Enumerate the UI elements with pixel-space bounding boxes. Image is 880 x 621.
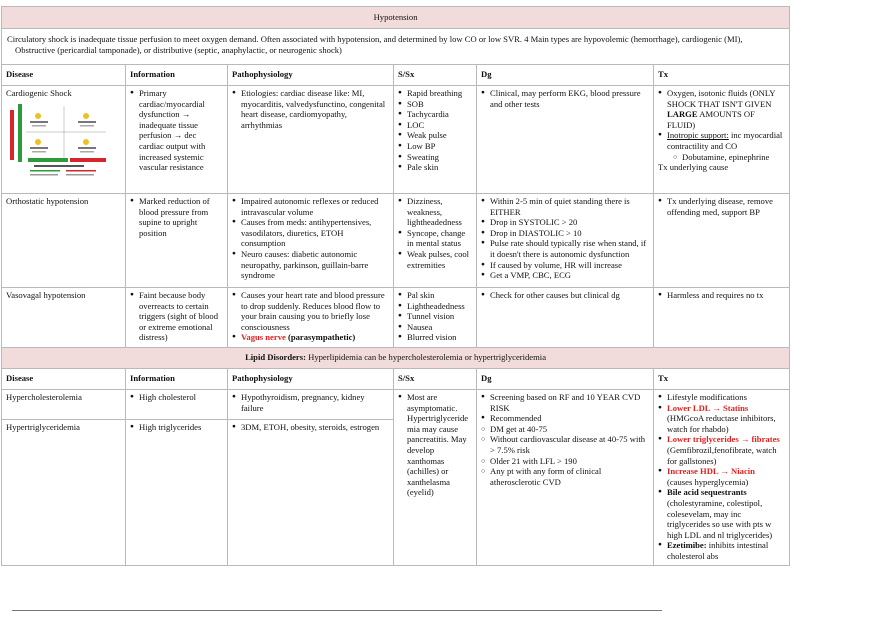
disease-cell: Orthostatic hypotension xyxy=(2,194,126,288)
list-item: ● Pulse rate should typically rise when stand, if it doesn't there is autonomic dysfunction xyxy=(490,238,649,259)
header-row xyxy=(2,65,790,86)
header-pathophysiology: Pathophysiology xyxy=(228,369,394,390)
list-item: ● Causes your heart rate and blood pressure to drop suddenly. Reduces blood flow to your brain causing you to briefly lose consciousness xyxy=(241,290,389,332)
information-cell: ● Marked reduction of blood pressure from supine to upright position xyxy=(126,194,228,288)
list-item: ● LOC xyxy=(407,120,472,131)
disease-cell: Cardiogenic Shock xyxy=(2,86,126,194)
dg-cell xyxy=(477,390,654,566)
list-item: ● Low BP xyxy=(407,141,472,152)
list-item: ● Ezetimibe: inhibits intestinal cholesterol abs xyxy=(667,540,785,561)
tx-cell: ● Tx underlying disease, remove offending med, support BP xyxy=(654,194,790,288)
pathophysiology-cell: ● Etiologies: cardiac disease like: MI, myocarditis, valvedysfunctino, congenital heart disease, cardiomyopathy, arrhythmias xyxy=(228,86,394,194)
list-item: ● Weak pulse xyxy=(407,130,472,141)
list-item: ● Lifestyle modifications xyxy=(667,392,785,403)
list-item: ● Inotropic support: inc myocardial contractility and CO ○ Dobutamine, epinephrine xyxy=(667,130,785,162)
list-item: ● Lower triglycerides → fibrates (Gemfibrozil,fenofibrate, watch for gallstones) xyxy=(667,434,785,466)
list-item: ● Get a VMP, CBC, ECG xyxy=(490,270,649,281)
list-item: ● Pale skin xyxy=(407,162,472,173)
tx-cell xyxy=(654,390,790,566)
table-row xyxy=(2,86,790,194)
information-cell: ● Primary cardiac/myocardial dysfunction → inadequate tissue perfusion → dec cardiac output with increased systemic vascular resistance xyxy=(126,86,228,194)
header-row xyxy=(2,369,790,390)
list-item: ● Bile acid sequestrants (cholestyramine, colestipol, colesevelam, may inc triglycerides so use with pts w high LDL and nl triglycerides) xyxy=(667,487,785,540)
list-item: ● Lower LDL → Statins (HMGcoA reductase inhibitors, watch for rhabdo) xyxy=(667,403,785,435)
list-item: ● Tachycardia xyxy=(407,109,472,120)
list-item: ● Impaired autonomic reflexes or reduced intravascular volume xyxy=(241,196,389,217)
document-page xyxy=(0,6,880,566)
list-item: ● Nausea xyxy=(407,322,472,333)
footer-rule xyxy=(12,610,662,611)
list-item: ○ Older 21 with LFL > 190 xyxy=(490,456,649,467)
shock-diagram-image xyxy=(6,102,110,178)
list-item: ● Dizziness, weakness, lightheadedness xyxy=(407,196,472,228)
table-row xyxy=(2,390,790,420)
sssx-cell xyxy=(394,194,477,288)
list-item: ● Drop in SYSTOLIC > 20 xyxy=(490,217,649,228)
list-item: ● If caused by volume, HR will increase xyxy=(490,260,649,271)
table-title: Hypotension xyxy=(2,7,790,29)
list-item: ● Rapid breathing xyxy=(407,88,472,99)
list-item: ● Vagus nerve (parasympathetic) xyxy=(241,332,389,343)
list-item: ○ DM get at 40-75 xyxy=(490,424,649,435)
list-item: ● SOB xyxy=(407,99,472,110)
disease-cell: Hypertriglyceridemia xyxy=(2,420,126,565)
header-pathophysiology: Pathophysiology xyxy=(228,65,394,86)
header-information: Information xyxy=(126,65,228,86)
pathophysiology-cell xyxy=(228,288,394,348)
header-sssx: S/Sx xyxy=(394,369,477,390)
list-item: ● Oxygen, isotonic fluids (ONLY SHOCK THAT ISN'T GIVEN LARGE AMOUNTS OF FLUID) xyxy=(667,88,785,130)
header-disease: Disease xyxy=(2,65,126,86)
dg-cell xyxy=(477,194,654,288)
list-item: ● Weak pulses, cool extremities xyxy=(407,249,472,270)
information-cell: ● High triglycerides xyxy=(126,420,228,565)
hypotension-table xyxy=(1,6,790,566)
tx-cell: ● Oxygen, isotonic fluids (ONLY SHOCK THAT ISN'T GIVEN LARGE AMOUNTS OF FLUID) ● Inotropic support: inc myocardial contractility and CO ○ Dobutamine, epinephrine Tx underlying cause xyxy=(654,86,790,194)
header-sssx: S/Sx xyxy=(394,65,477,86)
table-row xyxy=(2,288,790,348)
tx-cell: ● Harmless and requires no tx xyxy=(654,288,790,348)
list-item: ● Neuro causes: diabetic autonomic neuropathy, parkinson, guillain-barre syndrome xyxy=(241,249,389,281)
disease-cell: Hypercholesterolemia xyxy=(2,390,126,420)
list-item: ○ Any pt with any form of clinical atherosclerotic CVD xyxy=(490,466,649,487)
list-item: ● Screening based on RF and 10 YEAR CVD RISK xyxy=(490,392,649,413)
information-cell: ● High cholesterol xyxy=(126,390,228,420)
sssx-cell xyxy=(394,86,477,194)
list-item: ● Within 2-5 min of quiet standing there is EITHER xyxy=(490,196,649,217)
header-disease: Disease xyxy=(2,369,126,390)
list-item: ● Causes from meds: antihypertensives, vasodilators, diuretics, ETOH consumption xyxy=(241,217,389,249)
sssx-cell: ● Most are asymptomatic. Hypertriglyceride mia may cause pancreatitis. May develop xanthomas (achilles) or xanthelasma (eyelid) xyxy=(394,390,477,566)
list-item: ● Blurred vision xyxy=(407,332,472,343)
disease-cell: Vasovagal hypotension xyxy=(2,288,126,348)
dg-cell: ● Clinical, may perform EKG, blood pressure and other tests xyxy=(477,86,654,194)
header-tx: Tx xyxy=(654,65,790,86)
list-item: ● Recommended xyxy=(490,413,649,424)
list-item: ● Tunnel vision xyxy=(407,311,472,322)
list-item: ● Syncope, change in mental status xyxy=(407,228,472,249)
header-dg: Dg xyxy=(477,369,654,390)
list-item: ● Lightheadedness xyxy=(407,301,472,312)
header-tx: Tx xyxy=(654,369,790,390)
table-row xyxy=(2,194,790,288)
list-item: ● Increase HDL → Niacin (causes hyperglycemia) xyxy=(667,466,785,487)
sssx-cell xyxy=(394,288,477,348)
header-dg: Dg xyxy=(477,65,654,86)
pathophysiology-cell: ● 3DM, ETOH, obesity, steroids, estrogen xyxy=(228,420,394,565)
information-cell: ● Faint because body overreacts to certain triggers (sight of blood or extreme emotional distress) xyxy=(126,288,228,348)
pathophysiology-cell: ● Hypothyroidism, pregnancy, kidney failure xyxy=(228,390,394,420)
lipid-section-title: Lipid Disorders: Hyperlipidemia can be hypercholesterolemia or hypertriglyceridemia xyxy=(2,348,790,369)
list-item: ● Drop in DIASTOLIC > 10 xyxy=(490,228,649,239)
list-item: ● Sweating xyxy=(407,152,472,163)
dg-cell: ● Check for other causes but clinical dg xyxy=(477,288,654,348)
list-item: ● Pal skin xyxy=(407,290,472,301)
pathophysiology-cell xyxy=(228,194,394,288)
intro-text: Circulatory shock is inadequate tissue perfusion to meet oxygen demand. Often associated with hypotension, and determined by low CO or low SVR. 4 Main types are hypovolemic (hemorrhage), cardiogenic (MI), Obstructive (pericardial tamponade), or distributive (septic, anaphylactic, or neurogenic shock) xyxy=(2,29,790,65)
header-information: Information xyxy=(126,369,228,390)
list-item: ○ Without cardiovascular disease at 40-75 with > 7.5% risk xyxy=(490,434,649,455)
